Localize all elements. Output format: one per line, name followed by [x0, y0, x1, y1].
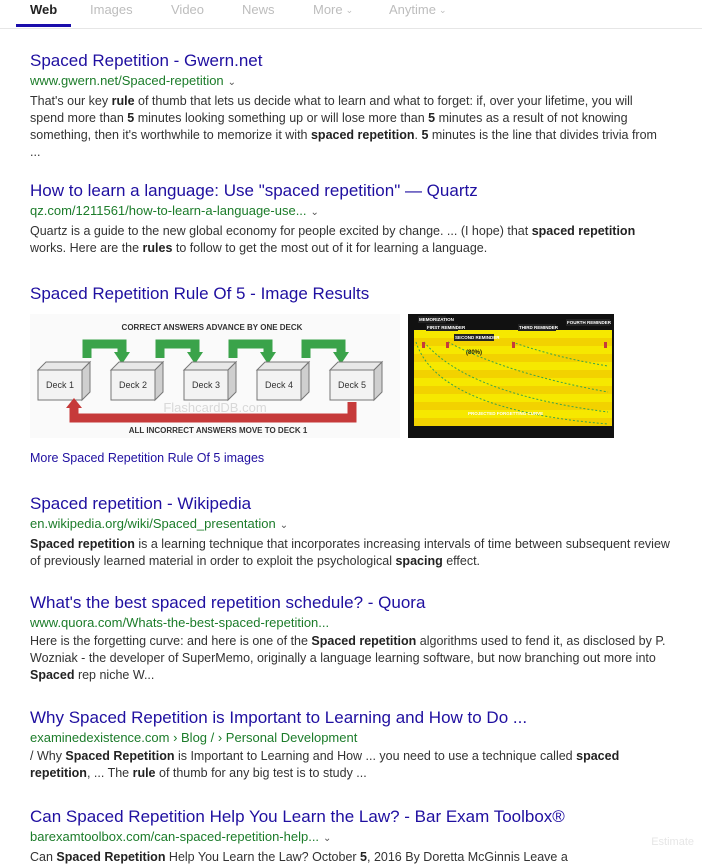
result-url-text: barexamtoolbox.com/can-spaced-repetition-help... [30, 829, 320, 844]
snippet-text: Quartz is a guide to the new global economy for people excited by change. ... (I hope) that [30, 224, 532, 238]
result-url-text: www.quora.com/Whats-the-best-spaced-repetition... [30, 615, 330, 630]
snippet-text: algorithms used to fend it, as disclosed by P. Wozniak - the developer of SuperMemo, originally a language learning software, but now branching out more into [30, 634, 666, 665]
tab-more-label: More [313, 2, 343, 17]
search-result [30, 806, 670, 866]
snippet-highlight: spaced repetition [531, 224, 636, 238]
tab-anytime-label: Anytime [389, 2, 436, 17]
tab-news[interactable]: News [242, 2, 275, 17]
snippet-highlight: spaced repetition [310, 128, 415, 142]
result-title-link[interactable]: Spaced repetition - Wikipedia [30, 494, 252, 513]
result-url-text: www.gwern.net/Spaced-repetition [30, 73, 224, 88]
result-snippet [30, 748, 670, 782]
snippet-text: Here is the forgetting curve: and here is one of the [30, 634, 312, 648]
chevron-down-icon: ⌄ [438, 5, 447, 15]
snippet-highlight: Spaced Repetition [65, 749, 175, 763]
snippet-highlight: spacing [395, 554, 443, 568]
snippet-highlight: spaced repetition [30, 749, 620, 780]
snippet-text: effect. [442, 554, 481, 568]
snippet-text: is a learning technique that incorporates increasing intervals of time between subsequent review of previously learned material in order to exploit the psychological [30, 537, 670, 568]
curve-bottom-label: PROJECTED FORGETTING CURVE [468, 411, 544, 416]
snippet-highlight: rule [111, 94, 135, 108]
snippet-text: minutes as a result of not knowing something, then it's worthwhile to memorize it with [30, 111, 628, 142]
chevron-down-icon[interactable]: ⌄ [227, 77, 237, 88]
tab-images[interactable]: Images [90, 2, 133, 17]
tab-web[interactable]: Web [30, 2, 58, 17]
search-result [30, 493, 670, 570]
image-watermark: FlashcardDB.com [163, 400, 267, 415]
forgetting-curve-image[interactable] [408, 314, 614, 438]
leitner-box-image[interactable] [30, 314, 400, 438]
snippet-text: That's our key [30, 94, 112, 108]
result-url-text: qz.com/1211561/how-to-learn-a-language-use... [30, 203, 307, 218]
snippet-text: of thumb for any big test is to study ... [155, 766, 367, 780]
curve-label: MEMORIZATION [419, 317, 454, 322]
snippet-highlight: 5 [360, 850, 367, 864]
retention-percent: (80%) [466, 350, 483, 356]
result-url[interactable] [30, 72, 670, 92]
tab-more[interactable] [313, 2, 353, 17]
tab-anytime[interactable] [389, 2, 447, 17]
deck-box [257, 362, 309, 400]
snippet-highlight: 5 [421, 128, 429, 142]
chevron-down-icon[interactable]: ⌄ [310, 207, 319, 218]
snippet-highlight: Spaced Repetition [56, 850, 166, 864]
faint-overlay-text: Estimate [651, 836, 694, 848]
curve-label: THIRD REMINDER [519, 325, 558, 330]
snippet-text: , ... The [86, 766, 133, 780]
curve-label: SECOND REMINDER [455, 335, 500, 340]
snippet-highlight: rules [142, 241, 173, 255]
curve-label: FOURTH REMINDER [567, 320, 611, 325]
snippet-text: is Important to Learning and How ... you need to use a technique called [174, 749, 577, 763]
snippet-text: . [414, 128, 422, 142]
snippet-text: / Why [30, 749, 66, 763]
deck-label: Deck 2 [118, 380, 148, 390]
snippet-text: rep niche W... [74, 668, 155, 682]
snippet-text: Help You Learn the Law? October [165, 850, 361, 864]
snippet-highlight: rule [132, 766, 156, 780]
result-url[interactable] [30, 729, 670, 747]
bottom-caption: ALL INCORRECT ANSWERS MOVE TO DECK 1 [128, 426, 308, 435]
image-results-title-link[interactable]: Spaced Repetition Rule Of 5 - Image Results [30, 284, 370, 303]
result-title-link[interactable]: How to learn a language: Use "spaced repetition" — Quartz [30, 181, 478, 200]
result-title-link[interactable]: Spaced Repetition - Gwern.net [30, 51, 263, 70]
result-url[interactable] [30, 515, 670, 535]
result-title-link[interactable]: What's the best spaced repetition schedule? - Quora [30, 593, 426, 612]
result-snippet [30, 223, 670, 257]
snippet-text: of thumb that lets us decide what to learn and what to forget: if, over your lifetime, you will spend more than [30, 94, 633, 125]
result-url[interactable] [30, 614, 670, 632]
result-url[interactable] [30, 202, 670, 222]
top-caption: CORRECT ANSWERS ADVANCE BY ONE DECK [121, 323, 303, 332]
result-snippet [30, 536, 670, 570]
result-snippet [30, 849, 670, 866]
chevron-down-icon[interactable]: ⌄ [323, 833, 332, 844]
deck-box [330, 362, 382, 400]
result-url-text: examinedexistence.com › Blog / › Personal Development [30, 730, 358, 745]
snippet-highlight: Spaced repetition [311, 634, 417, 648]
result-title-link[interactable]: Can Spaced Repetition Help You Learn the Law? - Bar Exam Toolbox® [30, 807, 565, 826]
snippet-text: , 2016 By Doretta McGinnis Leave a [367, 850, 568, 864]
result-title-link[interactable]: Why Spaced Repetition is Important to Learning and How to Do ... [30, 708, 528, 727]
deck-box [184, 362, 236, 400]
snippet-text: to follow to get the most out of it for learning a language. [172, 241, 488, 255]
curve-label: FIRST REMINDER [427, 325, 466, 330]
search-tabs [0, 0, 702, 29]
result-url[interactable] [30, 828, 670, 848]
snippet-text: Can [30, 850, 57, 864]
chevron-down-icon[interactable]: ⌄ [279, 520, 289, 531]
chevron-down-icon: ⌄ [345, 5, 354, 15]
snippet-highlight: Spaced [30, 668, 75, 682]
search-result [30, 707, 670, 782]
deck-box [111, 362, 163, 400]
result-snippet [30, 93, 670, 161]
deck-box [38, 362, 90, 400]
result-snippet [30, 633, 670, 684]
snippet-text: minutes looking something up or will lose more than [134, 111, 429, 125]
result-url-text: en.wikipedia.org/wiki/Spaced_presentation [30, 516, 276, 531]
image-axis-strip [408, 430, 614, 438]
deck-label: Deck 5 [337, 380, 367, 390]
search-result [30, 180, 670, 257]
more-images-link[interactable]: More Spaced Repetition Rule Of 5 images [30, 451, 265, 465]
deck-label: Deck 3 [191, 380, 221, 390]
snippet-highlight: Spaced repetition [30, 537, 135, 551]
snippet-text: minutes is the line that divides trivia from ... [30, 128, 657, 159]
snippet-text: works. Here are the [30, 241, 143, 255]
snippet-highlight: 5 [127, 111, 135, 125]
tab-video[interactable]: Video [171, 2, 205, 17]
search-result [30, 592, 670, 684]
deck-label: Deck 4 [264, 380, 294, 390]
deck-label: Deck 1 [45, 380, 75, 390]
snippet-highlight: 5 [428, 111, 436, 125]
search-result [30, 50, 670, 161]
